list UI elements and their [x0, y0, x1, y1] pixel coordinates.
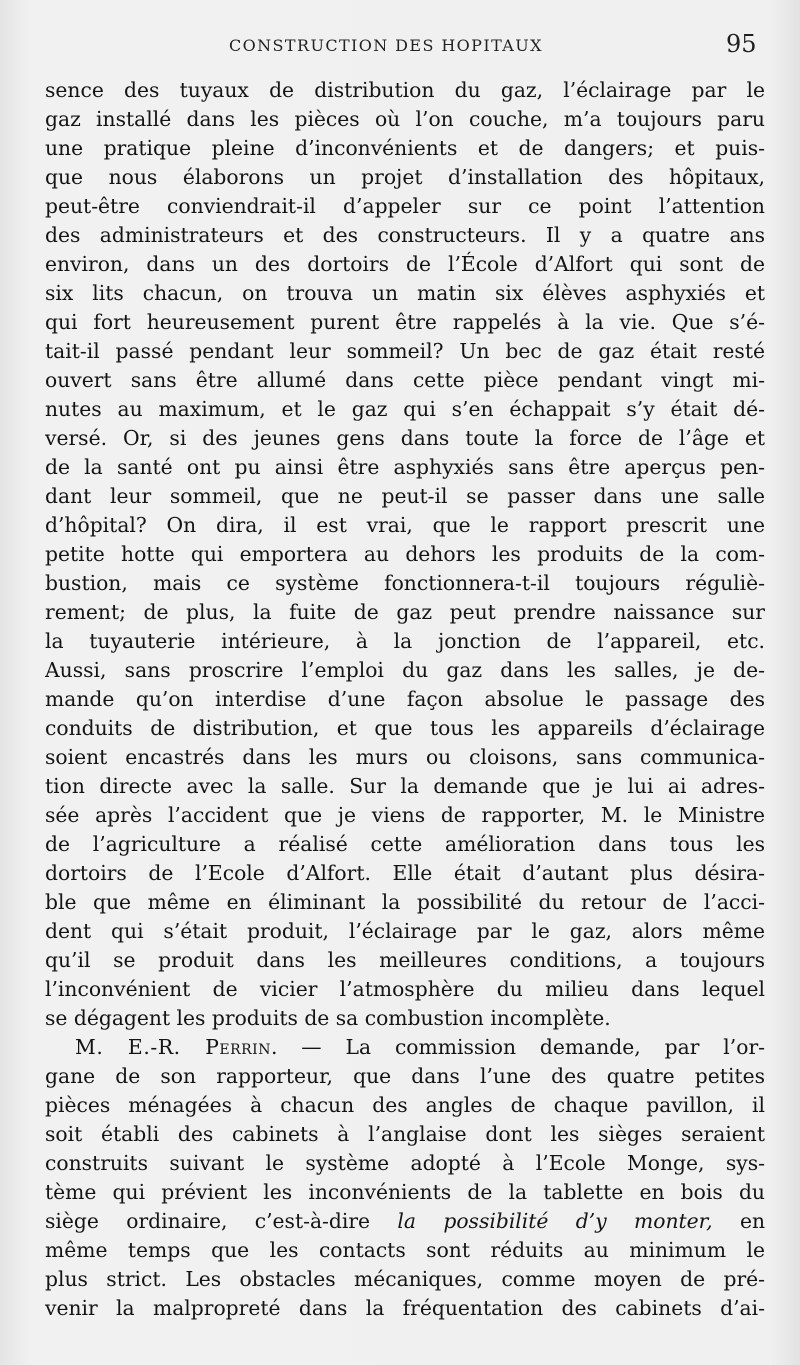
text-line: conduits de distribution, et que tous les appareils d’éclairage [45, 716, 765, 740]
text-line: peut-être conviendrait-il d’appeler sur ce point l’attention [45, 194, 765, 218]
text-line: des administrateurs et des constructeurs. Il y a quatre ans [45, 223, 765, 247]
speaker-name: Perrin [205, 1035, 271, 1059]
text-line: sence des tuyaux de distribution du gaz, l’éclairage par le [45, 78, 765, 102]
body-text [45, 76, 765, 1323]
text-line: rement; de plus, la fuite de gaz peut prendre naissance sur [45, 600, 765, 624]
text-line: ble que même en éliminant la possibilité du retour de l’acci- [45, 890, 765, 914]
text-line: gaz installé dans les pièces où l’on couche, m’a toujours paru [45, 107, 765, 131]
text-line: venir la malpropreté dans la fréquentation des cabinets d’ai- [45, 1296, 765, 1320]
text-line: que nous élaborons un projet d’installation des hôpitaux, [45, 165, 765, 189]
text-line: tion directe avec la salle. Sur la demande que je lui ai adres- [45, 774, 765, 798]
speaker-line [45, 1033, 765, 1062]
text-line: sée après l’accident que je viens de rapporter, M. le Ministre [45, 803, 765, 827]
italic-phrase: la possibilité d’y monter, [397, 1209, 713, 1233]
text-line: tème qui prévient les inconvénients de la tablette en bois du [45, 1180, 765, 1204]
text-line: plus strict. Les obstacles mécaniques, comme moyen de pré- [45, 1267, 765, 1291]
text-line: dortoirs de l’Ecole d’Alfort. Elle était d’autant plus désira- [45, 861, 765, 885]
line-text-after: en [712, 1209, 765, 1233]
text-line: Aussi, sans proscrire l’emploi du gaz dans les salles, je de- [45, 658, 765, 682]
line-text-before: siège ordinaire, c’est-à-dire [45, 1209, 398, 1233]
text-line: d’hôpital? On dira, il est vrai, que le rapport prescrit une [45, 513, 765, 537]
text-line: soit établi des cabinets à l’anglaise dont les sièges seraient [45, 1122, 765, 1146]
speaker-initials: M. E.-R. [75, 1035, 206, 1059]
speaker-line-text: . — La commission demande, par l’or- [270, 1035, 765, 1059]
text-line: de la santé ont pu ainsi être asphyxiés sans être aperçus pen- [45, 455, 765, 479]
text-line: gane de son rapporteur, que dans l’une des quatre petites [45, 1064, 765, 1088]
text-line: qui fort heureusement purent être rappelés à la vie. Que s’é- [45, 310, 765, 334]
text-line: six lits chacun, on trouva un matin six élèves asphyxiés et [45, 281, 765, 305]
text-line: versé. Or, si des jeunes gens dans toute la force de l’âge et [45, 426, 765, 450]
text-line: ouvert sans être allumé dans cette pièce pendant vingt mi- [45, 368, 765, 392]
text-line: nutes au maximum, et le gaz qui s’en échappait s’y était dé- [45, 397, 765, 421]
page-number: 95 [726, 30, 757, 58]
text-line: une pratique pleine d’inconvénients et de dangers; et puis- [45, 136, 765, 160]
text-line: construits suivant le système adopté à l’Ecole Monge, sys- [45, 1151, 765, 1175]
text-line: pièces ménagées à chacun des angles de chaque pavillon, il [45, 1093, 765, 1117]
text-line: soient encastrés dans les murs ou cloisons, sans communica- [45, 745, 765, 769]
text-line: tait-il passé pendant leur sommeil? Un bec de gaz était resté [45, 339, 765, 363]
text-line: la tuyauterie intérieure, à la jonction de l’appareil, etc. [45, 629, 765, 653]
paragraph-end-line: se dégagent les produits de sa combustion incomplète. [45, 1006, 611, 1030]
text-line: bustion, mais ce système fonctionnera-t-il toujours réguliè- [45, 571, 765, 595]
text-line: qu’il se produit dans les meilleures conditions, a toujours [45, 948, 765, 972]
text-line: de l’agriculture a réalisé cette amélioration dans tous les [45, 832, 765, 856]
italic-phrase-line [45, 1207, 765, 1236]
text-line: l’inconvénient de vicier l’atmosphère du milieu dans lequel [45, 977, 765, 1001]
text-line: dent qui s’était produit, l’éclairage par le gaz, alors même [45, 919, 765, 943]
text-line: mande qu’on interdise d’une façon absolue le passage des [45, 687, 765, 711]
text-line: dant leur sommeil, que ne peut-il se passer dans une salle [45, 484, 765, 508]
text-line: petite hotte qui emportera au dehors les produits de la com- [45, 542, 765, 566]
running-title: CONSTRUCTION DES HOPITAUX [229, 36, 543, 55]
text-line: environ, dans un des dortoirs de l’École d’Alfort qui sont de [45, 252, 765, 276]
text-line: même temps que les contacts sont réduits au minimum le [45, 1238, 765, 1262]
